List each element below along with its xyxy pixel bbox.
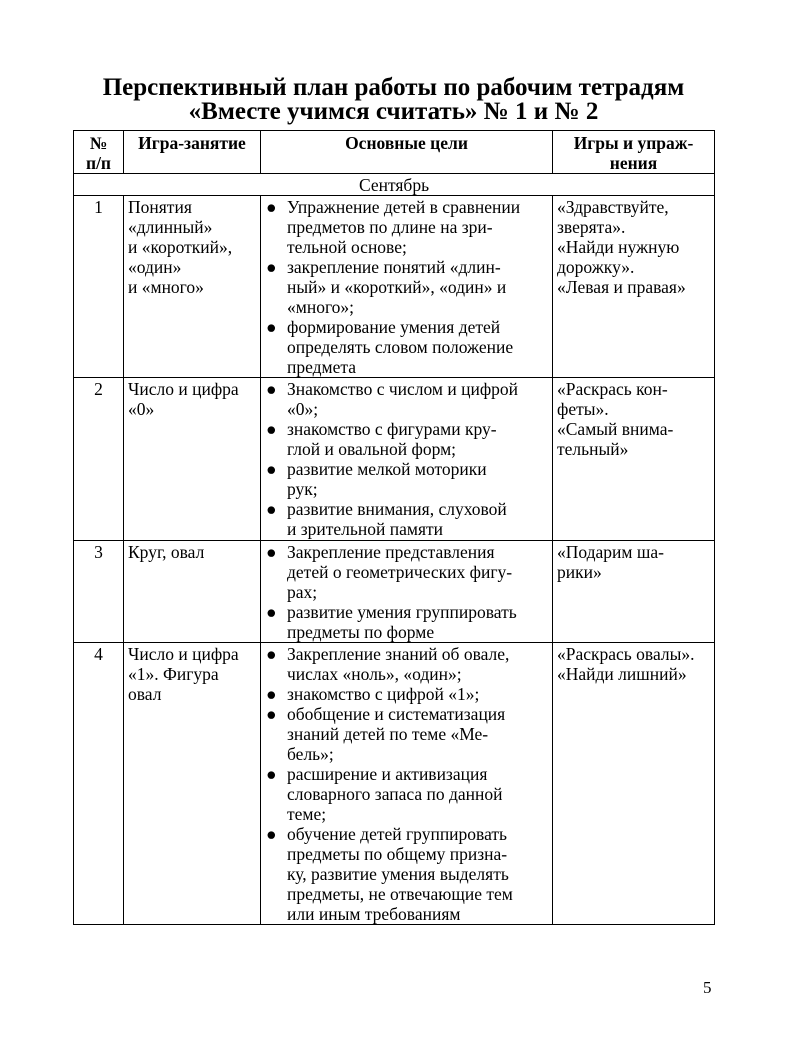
goal-line: «много»;	[287, 297, 355, 317]
bullet-icon: ●	[266, 704, 277, 724]
goal-item	[265, 499, 548, 539]
goal-line: или иным требованиям	[287, 904, 461, 924]
goal-line: обобщение и систематизация	[287, 704, 506, 724]
bullet-icon: ●	[266, 644, 277, 664]
title-line-1: Перспективный план работы по рабочим тетрадям	[102, 74, 685, 101]
bullet-icon: ●	[266, 499, 277, 519]
row-number: 2	[74, 378, 124, 541]
row-number: 4	[74, 643, 124, 925]
goal-item	[265, 824, 548, 924]
exercise-line: тельный»	[557, 439, 629, 459]
goal-line: Знакомство с числом и цифрой	[287, 379, 519, 399]
plan-table	[73, 130, 715, 925]
title-line-2: «Вместе учимся считать» № 1 и № 2	[188, 98, 599, 125]
game-line: Понятия	[128, 197, 192, 217]
exercise-line: «Раскрась кон-	[557, 379, 668, 399]
goal-line: определять словом положение	[287, 337, 514, 357]
exercise-line: «Здравствуйте,	[557, 197, 669, 217]
goal-line: рах;	[287, 582, 318, 602]
goal-line: и зрительной памяти	[287, 519, 444, 539]
exercises-cell	[553, 196, 715, 378]
goals-cell	[261, 643, 553, 925]
exercise-line: «Найди нужную	[557, 237, 680, 257]
header-num-line2: п/п	[85, 153, 112, 173]
goal-line: Закрепление представления	[287, 542, 495, 562]
goal-line: знакомство с цифрой «1»;	[287, 684, 480, 704]
table-row	[74, 378, 715, 541]
month-row	[74, 174, 715, 196]
goal-line: знакомство с фигурами кру-	[287, 419, 497, 439]
goal-line: развитие умения группировать	[287, 602, 517, 622]
exercise-line: «Подарим ша-	[557, 542, 664, 562]
game-line: «длинный»	[128, 217, 213, 237]
goal-line: предметы, не отвечающие тем	[287, 884, 513, 904]
goals-cell	[261, 541, 553, 643]
exercises-cell	[553, 378, 715, 541]
bullet-icon: ●	[266, 419, 277, 439]
goal-line: закрепление понятий «длин-	[287, 257, 501, 277]
bullet-icon: ●	[266, 684, 277, 704]
goals-cell	[261, 196, 553, 378]
header-exercises-line2: нения	[609, 153, 658, 173]
goal-item	[265, 704, 548, 764]
bullet-icon: ●	[266, 197, 277, 217]
table-row	[74, 643, 715, 925]
header-num-line1: №	[89, 133, 108, 153]
exercises-cell	[553, 643, 715, 925]
goal-item	[265, 317, 548, 377]
goal-item	[265, 684, 548, 704]
goal-line: предметы по форме	[287, 622, 435, 642]
game-cell	[124, 196, 261, 378]
goal-line: Упражнение детей в сравнении	[287, 197, 521, 217]
game-line: Круг, овал	[128, 542, 205, 562]
goal-line: знаний детей по теме «Ме-	[287, 724, 489, 744]
goal-line: предметов по длине на зри-	[287, 217, 493, 237]
row-number: 3	[74, 541, 124, 643]
month-label: Сентябрь	[74, 174, 715, 196]
goal-item	[265, 644, 548, 684]
goal-item	[265, 542, 548, 602]
page-title	[0, 76, 787, 124]
game-line: «0»	[128, 399, 155, 419]
bullet-icon: ●	[266, 317, 277, 337]
goals-cell	[261, 378, 553, 541]
exercise-line: зверята».	[557, 217, 626, 237]
game-cell	[124, 541, 261, 643]
game-line: «один»	[128, 257, 182, 277]
goal-item	[265, 379, 548, 419]
goal-line: формирование умения детей	[287, 317, 501, 337]
goal-line: Закрепление знаний об овале,	[287, 644, 510, 664]
bullet-icon: ●	[266, 257, 277, 277]
goal-item	[265, 459, 548, 499]
game-cell	[124, 378, 261, 541]
goal-line: тельной основе;	[287, 237, 407, 257]
bullet-icon: ●	[266, 542, 277, 562]
header-exercises-line1: Игры и упраж-	[573, 133, 694, 153]
header-exercises	[553, 131, 715, 174]
game-line: и «короткий»,	[128, 237, 233, 257]
table-header-row	[74, 131, 715, 174]
goal-line: теме;	[287, 804, 327, 824]
exercise-line: дорожку».	[557, 257, 635, 277]
bullet-icon: ●	[266, 824, 277, 844]
table-row	[74, 541, 715, 643]
table-row	[74, 196, 715, 378]
goal-line: развитие внимания, слуховой	[287, 499, 507, 519]
goal-item	[265, 764, 548, 824]
game-line: Число и цифра	[128, 644, 239, 664]
goal-line: бель»;	[287, 744, 334, 764]
exercise-line: «Раскрась овалы».	[557, 644, 695, 664]
goal-line: глой и овальной форм;	[287, 439, 457, 459]
game-cell	[124, 643, 261, 925]
goal-line: обучение детей группировать	[287, 824, 508, 844]
page-number: 5	[703, 978, 712, 997]
goal-line: предметы по общему призна-	[287, 844, 508, 864]
goal-line: расширение и активизация	[287, 764, 488, 784]
goal-line: ный» и «короткий», «один» и	[287, 277, 507, 297]
goal-line: «0»;	[287, 399, 319, 419]
goal-line: детей о геометрических фигу-	[287, 562, 513, 582]
exercise-line: «Самый внима-	[557, 419, 674, 439]
bullet-icon: ●	[266, 764, 277, 784]
exercises-cell	[553, 541, 715, 643]
header-goals: Основные цели	[261, 131, 553, 174]
header-game: Игра-занятие	[124, 131, 261, 174]
goal-line: числах «ноль», «один»;	[287, 664, 462, 684]
game-line: и «много»	[128, 277, 204, 297]
goal-line: рук;	[287, 479, 318, 499]
exercise-line: феты».	[557, 399, 609, 419]
goal-line: словарного запаса по данной	[287, 784, 503, 804]
exercise-line: «Левая и правая»	[557, 277, 686, 297]
exercise-line: «Найди лишний»	[557, 664, 687, 684]
game-line: «1». Фигура	[128, 664, 219, 684]
goal-item	[265, 197, 548, 257]
goal-line: ку, развитие умения выделять	[287, 864, 509, 884]
goal-item	[265, 602, 548, 642]
row-number: 1	[74, 196, 124, 378]
game-line: Число и цифра	[128, 379, 239, 399]
goal-line: развитие мелкой моторики	[287, 459, 487, 479]
goal-line: предмета	[287, 357, 357, 377]
bullet-icon: ●	[266, 379, 277, 399]
bullet-icon: ●	[266, 602, 277, 622]
goal-item	[265, 419, 548, 459]
goal-item	[265, 257, 548, 317]
exercise-line: рики»	[557, 562, 602, 582]
game-line: овал	[128, 684, 162, 704]
header-num	[74, 131, 124, 174]
bullet-icon: ●	[266, 459, 277, 479]
